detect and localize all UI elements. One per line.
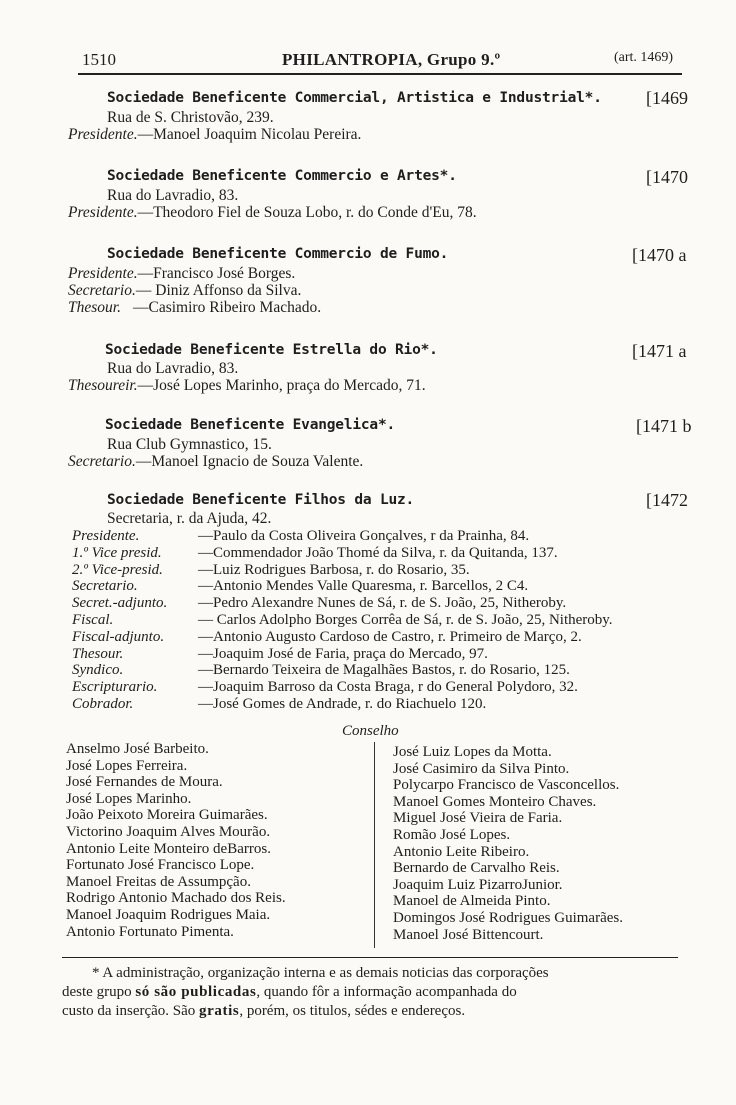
officer-text: —Manoel Ignacio de Souza Valente. <box>135 453 364 470</box>
officer-text: —José Gomes de Andrade, r. do Riachuelo 120. <box>198 696 487 712</box>
footnote-text: , porém, os titulos, sédes e endereços. <box>239 1003 466 1019</box>
officer-text: — Carlos Adolpho Borges Corrêa de Sá, r. de S. João, 25, Nitheroby. <box>198 612 613 628</box>
officer-role: Thesour. <box>68 299 121 316</box>
entry-title: Sociedade Beneficente Commercio de Fumo. <box>107 246 449 262</box>
council-member: Joaquim Luiz PizarroJunior. <box>393 876 563 893</box>
entry-officer <box>68 453 363 471</box>
council-member: Domingos José Rodrigues Guimarães. <box>393 910 623 926</box>
entry-title: Sociedade Beneficente Commercial, Artistica e Industrial*. <box>107 90 602 106</box>
officer-text: — Diniz Affonso da Silva. <box>135 282 302 299</box>
officer-role: Secretario. <box>72 578 138 595</box>
officer-text: —Antonio Augusto Cardoso de Castro, r. Primeiro de Março, 2. <box>198 628 582 645</box>
officer-role: Presidente. <box>68 265 138 282</box>
entry-number: [1471 b <box>636 416 692 436</box>
officer-text: —Pedro Alexandre Nunes de Sá, r. de S. João, 25, Nitheroby. <box>198 595 567 612</box>
footnote-rule <box>62 957 678 958</box>
entry-officer <box>68 377 426 395</box>
council-member: Bernardo de Carvalho Reis. <box>393 860 560 877</box>
officer-text: —Casimiro Ribeiro Machado. <box>132 299 322 316</box>
officer-role: Cobrador. <box>72 696 134 712</box>
council-member: Antonio Leite Ribeiro. <box>393 843 530 860</box>
entry-number: [1471 a <box>632 341 687 361</box>
header-rule <box>78 73 682 75</box>
entry-officer <box>68 204 477 222</box>
officer-role: Secretario. <box>68 282 136 299</box>
entry-officer <box>68 299 321 317</box>
officer-text: —Paulo da Costa Oliveira Gonçalves, r da Prainha, 84. <box>198 528 530 544</box>
page-number: 1510 <box>82 50 116 69</box>
entry-officer <box>68 126 361 144</box>
council-member: Antonio Leite Monteiro deBarros. <box>66 840 271 857</box>
entry-address: Secretaria, r. da Ajuda, 42. <box>107 510 272 527</box>
officer-role: Escripturario. <box>72 679 158 696</box>
council-member: Fortunato José Francisco Lope. <box>66 857 255 874</box>
council-member: Manoel José Bittencourt. <box>393 926 544 943</box>
officer-role: Syndico. <box>72 662 124 679</box>
council-member: Polycarpo Francisco de Vasconcellos. <box>393 777 620 794</box>
footnote-emphasis: só são publicadas <box>135 984 257 1000</box>
entry-address: Rua de S. Christovão, 239. <box>107 109 274 126</box>
footnote-emphasis: gratis <box>199 1003 240 1019</box>
officer-role: 1.º Vice presid. <box>72 544 162 561</box>
officer-role: Thesoureir. <box>68 377 138 394</box>
council-member: Manoel de Almeida Pinto. <box>393 893 551 910</box>
council-member: Miguel José Vieira de Faria. <box>393 810 563 827</box>
council-heading: Conselho <box>342 723 399 739</box>
entry-title: Sociedade Beneficente Evangelica*. <box>105 417 396 433</box>
officer-text: —Luiz Rodrigues Barbosa, r. do Rosario, 35. <box>198 561 470 578</box>
council-member: João Peixoto Moreira Guimarães. <box>66 807 268 824</box>
officer-role: Presidente. <box>68 204 138 221</box>
running-title: PHILANTROPIA, Grupo 9.º <box>282 50 501 69</box>
council-member: Manoel Gomes Monteiro Chaves. <box>393 793 597 810</box>
entry-title: Sociedade Beneficente Filhos da Luz. <box>107 492 415 508</box>
entry-number: [1470 a <box>632 245 687 265</box>
footnote-line-2 <box>62 984 517 1001</box>
officer-role: Secretario. <box>68 453 136 470</box>
entry-number: [1469 <box>646 88 688 108</box>
council-divider <box>374 742 375 948</box>
officer-role: Presidente. <box>68 126 138 143</box>
officer-role: Thesour. <box>72 645 124 662</box>
council-member: Victorino Joaquim Alves Mourão. <box>66 824 271 840</box>
footnote-line-1: * A administração, organização interna e as demais noticias das corporações <box>92 965 549 981</box>
article-reference: (art. 1469) <box>614 50 674 65</box>
council-member: Romão José Lopes. <box>393 827 511 843</box>
council-member: Rodrigo Antonio Machado dos Reis. <box>66 890 286 907</box>
footnote-text: , quando fôr a informação acompanhada do <box>256 984 517 1000</box>
officer-role: Secret.-adjunto. <box>72 595 168 612</box>
officer-text: —Manoel Joaquim Nicolau Pereira. <box>137 126 362 143</box>
council-member: José Lopes Ferreira. <box>66 757 188 774</box>
council-member: José Casimiro da Silva Pinto. <box>393 760 570 777</box>
entry-officer <box>68 282 301 300</box>
officer-role: 2.º Vice-presid. <box>72 561 163 578</box>
officer-text: —Joaquim Barroso da Costa Braga, r do General Polydoro, 32. <box>198 679 578 696</box>
council-member: Manoel Freitas de Assumpção. <box>66 873 251 890</box>
entry-address: Rua do Lavradio, 83. <box>107 187 239 204</box>
officer-role: Presidente. <box>72 528 140 544</box>
officer-role: Fiscal. <box>72 612 114 628</box>
entry-address: Rua do Lavradio, 83. <box>107 360 239 377</box>
officer-text: —Francisco José Borges. <box>137 265 296 282</box>
footnote-text: deste grupo <box>62 984 136 1000</box>
officer-text: —Joaquim José de Faria, praça do Mercado, 97. <box>198 645 488 662</box>
council-member: José Lopes Marinho. <box>66 790 192 807</box>
officer-text: —José Lopes Marinho, praça do Mercado, 71. <box>137 377 426 394</box>
entry-number: [1472 <box>646 490 688 510</box>
council-member: Antonio Fortunato Pimenta. <box>66 923 234 940</box>
council-member: José Fernandes de Moura. <box>66 774 223 791</box>
entry-title: Sociedade Beneficente Commercio e Artes*. <box>107 168 457 184</box>
officer-role: Fiscal-adjunto. <box>72 628 165 645</box>
entry-number: [1470 <box>646 167 688 187</box>
entry-address: Rua Club Gymnastico, 15. <box>107 436 272 453</box>
entry-officer <box>68 265 295 283</box>
officer-text: —Commendador João Thomé da Silva, r. da Quitanda, 137. <box>198 544 558 561</box>
entry-title: Sociedade Beneficente Estrella do Rio*. <box>105 342 438 358</box>
council-member: Manoel Joaquim Rodrigues Maia. <box>66 907 271 923</box>
council-member: Anselmo José Barbeito. <box>66 741 209 757</box>
officer-text: —Antonio Mendes Valle Quaresma, r. Barcellos, 2 C4. <box>198 578 529 595</box>
footnote-line-3 <box>62 1003 465 1020</box>
officer-text: —Theodoro Fiel de Souza Lobo, r. do Conde d'Eu, 78. <box>137 204 477 221</box>
council-member: José Luiz Lopes da Motta. <box>393 744 552 760</box>
footnote-text: custo da inserção. São <box>62 1003 200 1019</box>
officer-text: —Bernardo Teixeira de Magalhães Bastos, r. do Rosario, 125. <box>198 662 570 679</box>
